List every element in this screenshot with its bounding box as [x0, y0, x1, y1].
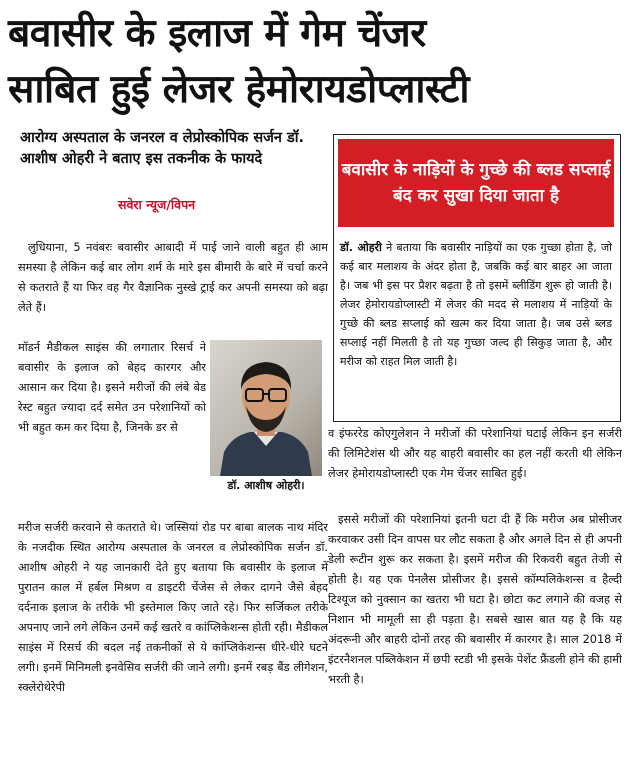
- article-column-left-bottom: [18, 518, 328, 773]
- sidebar-text: [340, 238, 612, 371]
- headline-line-1: बवासीर के इलाज में गेम चेंजर: [8, 11, 426, 56]
- headline: [8, 6, 619, 118]
- article-paragraph-intro: लुधियाना, 5 नवंबरः बवासीर आबादी में पाई जाने वाली बहुत ही आम समस्या है लेकिन कई बार लोग शर्म के मारे इस बीमारी के बारे में चर्चा करने से कतराते हैं या फिर वह गैर वैज्ञानिक नुस्खे ट्राई कर अपनी समस्या को बढ़ा लेते हैं।: [18, 241, 328, 314]
- byline: सवेरा न्यूज/विपन: [118, 197, 196, 212]
- headline-line-2: साबित हुई लेजर हेमोरायडोप्लास्टी: [8, 67, 469, 112]
- sidebar-lead: डॉ. ओहरी: [340, 241, 382, 254]
- doctor-photo: [210, 340, 322, 476]
- article-column-right-bottom: [328, 510, 622, 772]
- article-paragraph-benefits: इससे मरीजों की परेशानियां इतनी घटा दी हैं कि मरीज अब प्रोसीजर करवाकर उसी दिन वापस घर लौट सकता है और अगले दिन से ही अपनी डेली रूटीन शुरू कर सकता है। इसमें मरीज की रिकवरी बहुत तेजी से होती है। यह एक पेनलैस प्रोसीजर है। इससे कॉम्पलिकेशन्स व हैल्दी टिश्यूज को नुक्सान का खतरा भी घटा है। छोटा कट लगाने की वजह से निशान भी मामूली सा ही पड़ता है। सबसे खास बात यह है कि यह अंदरूनी और बाहरी दोनों तरह की बवासीर में कारगर है। साल 2018 में इंटरनैशनल पब्लिकेशन में छपी स्टडी भी इसके पेशेंट फ्रैंडली होने की हामी भरती है।: [328, 513, 622, 686]
- doctor-portrait-icon: [210, 340, 322, 476]
- subheadline: आरोग्य अस्पताल के जनरल व लेप्रोस्कोपिक सर्जन डॉ. आशीष ओहरी ने बताए इस तकनीक के फायदे: [20, 130, 305, 167]
- sidebar-title: बवासीर के नाड़ियों के गुच्छे की ब्लड सप्लाई बंद कर सुखा दिया जाता है: [338, 139, 614, 227]
- photo-caption: डॉ. आशीष ओहरी।: [227, 479, 305, 492]
- article-column-left-mid: [18, 338, 206, 518]
- article-column-left-top: [18, 238, 328, 338]
- sidebar-body: ने बताया कि बवासीर नाड़ियों का एक गुच्छा होता है, जो कई बार मलाशय के अंदर होता है, जबकि कई बार बाहर आ जाता है। जब भी इस पर प्रैशर बढ़ता है तो इसमें ब्लीडिंग शुरू हो जाती है। लेजर हेमोरायडोप्लास्टी में लेजर की मदद से मलाशय में नाड़ियों के गुच्छे की ब्लड सप्लाई को खत्म कर दिया जाता है। जब उसे ब्लड सप्लाई नहीं मिलती है तो यह गुच्छा जल्द ही सिकुड़ जाता है, और मरीज को राहत मिल जाती है।: [340, 241, 612, 368]
- article-column-right-top: [328, 424, 622, 504]
- article-paragraph-doctor: मरीज सर्जरी करवाने से कतराते थे। जस्सियां रोड पर बाबा बालक नाथ मंदिर के नजदीक स्थित आरोग्य अस्पताल के जनरल व लेप्रोस्कोपिक सर्जन डॉ. आशीष ओहरी ने यह जानकारी देते हुए बताया कि बवासीर के इलाज में पुरातन काल में हर्बल मिश्रण व डाइटरी चेंजेस से लेकर दागने जैसे बेहद दर्दनाक इलाज के तरीके भी इस्तेमाल किए जाते रहे। फिर सर्जिकल तरीके अपनाए जाने लगे लेकिन उनमें कई खतरे व कांप्लिकेशन्स होती रही। मैडीकल साइंस में रिसर्च की बदल नई तकनीकों से ये कांप्लिकेशन्स धीरे-धीरे घटने लगी। इनमें मिनिमली इनवेसिव सर्जरी की जाने लगी। इनमें रबड़ बैंड लीगेशन, स्क्लेरोथेरेपी: [18, 521, 328, 694]
- article-paragraph-research: मॉडर्न मैडीकल साइंस की लगातार रिसर्च ने बवासीर के इलाज को बेहद कारगर और आसान कर दिया है। इसने मरीजों की लंबे बेड रेस्ट बहुत ज्यादा दर्द समेत उन परेशानियों को भी बहुत कम कर दिया है, जिनके डर से: [18, 341, 206, 434]
- article-paragraph-laser: व इंफररेड कोएगुलेशन ने मरीजों की परेशानियां घटाई लेकिन इन सर्जरी की लिमिटेशंस थी और यह बाहरी बवासीर का हल नहीं करती थी लेकिन लेजर हेमोरायडोप्लास्टी एक गेम चेंजर साबित हुई।: [328, 427, 622, 480]
